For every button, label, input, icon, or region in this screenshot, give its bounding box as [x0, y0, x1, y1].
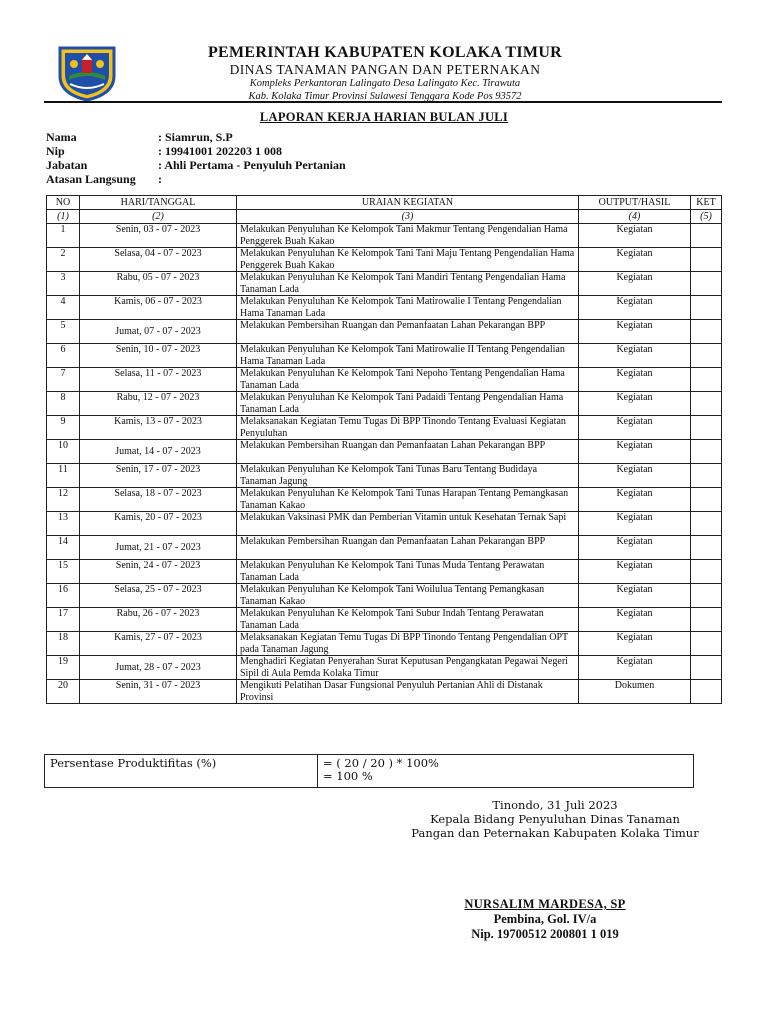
- table-row: [47, 320, 722, 344]
- row-output: Kegiatan: [579, 368, 691, 392]
- letterhead-address-1: Kompleks Perkantoran Lalingato Desa Lalingato Kec. Tirawuta: [249, 78, 521, 89]
- row-ket: [691, 536, 722, 560]
- row-output: Kegiatan: [579, 248, 691, 272]
- row-no: 6: [47, 344, 80, 368]
- row-output: Kegiatan: [579, 320, 691, 344]
- table-row: [47, 488, 722, 512]
- row-no: 9: [47, 416, 80, 440]
- letterhead-divider: [44, 101, 722, 103]
- table-row: [47, 416, 722, 440]
- row-output: Dokumen: [579, 680, 691, 704]
- table-row: [47, 392, 722, 416]
- report-title: LAPORAN KERJA HARIAN BULAN JULI: [259, 110, 509, 124]
- row-no: 3: [47, 272, 80, 296]
- row-output: Kegiatan: [579, 632, 691, 656]
- row-no: 11: [47, 464, 80, 488]
- row-ket: [691, 416, 722, 440]
- row-activity: Melakukan Penyuluhan Ke Kelompok Tani Tunas Baru Tentang Budidaya Tanaman Jagung: [237, 464, 579, 488]
- table-row: [47, 224, 722, 248]
- row-no: 20: [47, 680, 80, 704]
- col-header-activity: URAIAN KEGIATAN: [237, 196, 579, 210]
- row-output: Kegiatan: [579, 608, 691, 632]
- row-activity: Melakukan Pembersihan Ruangan dan Pemanfaatan Lahan Pekarangan BPP: [237, 440, 579, 464]
- table-row: [47, 560, 722, 584]
- row-date: Selasa, 25 - 07 - 2023: [80, 584, 237, 608]
- report-title-wrap: [0, 106, 768, 125]
- row-no: 18: [47, 632, 80, 656]
- signature-position-1: Kepala Bidang Penyuluhan Dinas Tanaman: [430, 812, 680, 826]
- row-activity: Melakukan Vaksinasi PMK dan Pemberian Vitamin untuk Kesehatan Ternak Sapi: [237, 512, 579, 536]
- signature-position-2: Pangan dan Peternakan Kabupaten Kolaka Timur: [411, 826, 699, 840]
- signature-block: [400, 798, 710, 840]
- row-date: Kamis, 06 - 07 - 2023: [80, 296, 237, 320]
- row-output: Kegiatan: [579, 416, 691, 440]
- row-activity: Melakukan Penyuluhan Ke Kelompok Tani Woilulua Tentang Pemangkasan Tanaman Kakao: [237, 584, 579, 608]
- row-ket: [691, 608, 722, 632]
- row-no: 17: [47, 608, 80, 632]
- row-no: 15: [47, 560, 80, 584]
- row-output: Kegiatan: [579, 584, 691, 608]
- row-activity: Melakukan Pembersihan Ruangan dan Pemanfaatan Lahan Pekarangan BPP: [237, 536, 579, 560]
- productivity-label: Persentase Produktifitas (%): [45, 755, 318, 788]
- row-output: Kegiatan: [579, 272, 691, 296]
- row-ket: [691, 344, 722, 368]
- row-date: Jumat, 28 - 07 - 2023: [80, 656, 237, 680]
- row-ket: [691, 368, 722, 392]
- col-header-ket: KET: [691, 196, 722, 210]
- row-activity: Melakukan Penyuluhan Ke Kelompok Tani Tunas Muda Tentang Perawatan Tanaman Lada: [237, 560, 579, 584]
- row-activity: Melakukan Pembersihan Ruangan dan Pemanfaatan Lahan Pekarangan BPP: [237, 320, 579, 344]
- table-row: [47, 368, 722, 392]
- row-ket: [691, 632, 722, 656]
- row-no: 1: [47, 224, 80, 248]
- col-header-output: OUTPUT/HASIL: [579, 196, 691, 210]
- row-date: Kamis, 20 - 07 - 2023: [80, 512, 237, 536]
- row-ket: [691, 440, 722, 464]
- row-ket: [691, 512, 722, 536]
- row-activity: Melakukan Penyuluhan Ke Kelompok Tani Mandiri Tentang Pengendalian Hama Tanaman Lada: [237, 272, 579, 296]
- row-activity: Menghadiri Kegiatan Penyerahan Surat Keputusan Pengangkatan Pegawai Negeri Sipil di Aula Pemda Kolaka Timur: [237, 656, 579, 680]
- row-date: Rabu, 12 - 07 - 2023: [80, 392, 237, 416]
- row-ket: [691, 320, 722, 344]
- row-date: Selasa, 04 - 07 - 2023: [80, 248, 237, 272]
- row-ket: [691, 272, 722, 296]
- info-row-nama: Nama : Siamrun, S.P: [46, 130, 233, 144]
- row-output: Kegiatan: [579, 296, 691, 320]
- row-ket: [691, 296, 722, 320]
- table-row: [47, 440, 722, 464]
- official-block: [440, 897, 650, 942]
- table-row: [47, 512, 722, 536]
- row-activity: Melakukan Penyuluhan Ke Kelompok Tani Makmur Tentang Pengendalian Hama Penggerek Buah Kakao: [237, 224, 579, 248]
- row-no: 10: [47, 440, 80, 464]
- row-date: Kamis, 13 - 07 - 2023: [80, 416, 237, 440]
- table-row: [47, 608, 722, 632]
- info-row-jabatan: Jabatan : Ahli Pertama - Penyuluh Pertanian: [46, 158, 346, 172]
- row-ket: [691, 392, 722, 416]
- table-index-row: (1) (2) (3) (4) (5): [47, 210, 722, 224]
- row-activity: Melaksanakan Kegiatan Temu Tugas Di BPP Tinondo Tentang Pengendalian OPT pada Tanaman Jagung: [237, 632, 579, 656]
- row-activity: Melakukan Penyuluhan Ke Kelompok Tani Tani Maju Tentang Pengendalian Hama Penggerek Buah Kakao: [237, 248, 579, 272]
- row-date: Senin, 10 - 07 - 2023: [80, 344, 237, 368]
- row-activity: Melakukan Penyuluhan Ke Kelompok Tani Padaidi Tentang Pengendalian Hama Tanaman Lada: [237, 392, 579, 416]
- productivity-formula: = ( 20 / 20 ) * 100%: [323, 756, 439, 770]
- row-no: 7: [47, 368, 80, 392]
- row-activity: Melakukan Penyuluhan Ke Kelompok Tani Matirowalie I Tentang Pengendalian Hama Tanaman Lada: [237, 296, 579, 320]
- row-no: 12: [47, 488, 80, 512]
- table-row: [47, 632, 722, 656]
- row-activity: Mengikuti Pelatihan Dasar Fungsional Penyuluh Pertanian Ahli di Distanak Provinsi: [237, 680, 579, 704]
- row-date: Kamis, 27 - 07 - 2023: [80, 632, 237, 656]
- col-header-date: HARI/TANGGAL: [80, 196, 237, 210]
- official-nip: Nip. 19700512 200801 1 019: [471, 927, 619, 941]
- row-date: Jumat, 21 - 07 - 2023: [80, 536, 237, 560]
- row-no: 14: [47, 536, 80, 560]
- row-output: Kegiatan: [579, 344, 691, 368]
- row-date: Senin, 03 - 07 - 2023: [80, 224, 237, 248]
- row-ket: [691, 248, 722, 272]
- table-row: [47, 536, 722, 560]
- row-activity: Melakukan Penyuluhan Ke Kelompok Tani Subur Indah Tentang Perawatan Tanaman Lada: [237, 608, 579, 632]
- row-no: 4: [47, 296, 80, 320]
- row-activity: Melaksanakan Kegiatan Temu Tugas Di BPP Tinondo Tentang Evaluasi Kegiatan Penyuluhan: [237, 416, 579, 440]
- info-row-nip: Nip : 19941001 202203 1 008: [46, 144, 282, 158]
- table-row: [47, 296, 722, 320]
- row-ket: [691, 680, 722, 704]
- row-output: Kegiatan: [579, 488, 691, 512]
- kolaka-timur-emblem: [56, 42, 118, 102]
- row-output: Kegiatan: [579, 224, 691, 248]
- row-ket: [691, 656, 722, 680]
- letterhead-agency: DINAS TANAMAN PANGAN DAN PETERNAKAN: [229, 62, 541, 77]
- row-no: 16: [47, 584, 80, 608]
- signature-place-date: Tinondo, 31 Juli 2023: [492, 798, 618, 812]
- info-row-atasan: Atasan Langsung :: [46, 172, 162, 186]
- table-row: [47, 344, 722, 368]
- productivity-calc: [318, 755, 694, 788]
- row-output: Kegiatan: [579, 464, 691, 488]
- row-date: Selasa, 11 - 07 - 2023: [80, 368, 237, 392]
- row-ket: [691, 488, 722, 512]
- table-row: [47, 464, 722, 488]
- row-ket: [691, 584, 722, 608]
- row-activity: Melakukan Penyuluhan Ke Kelompok Tani Nepoho Tentang Pengendalian Hama Tanaman Lada: [237, 368, 579, 392]
- row-no: 13: [47, 512, 80, 536]
- employee-info: [46, 130, 346, 186]
- row-activity: Melakukan Penyuluhan Ke Kelompok Tani Tunas Harapan Tentang Pemangkasan Tanaman Kakao: [237, 488, 579, 512]
- row-no: 19: [47, 656, 80, 680]
- row-date: Selasa, 18 - 07 - 2023: [80, 488, 237, 512]
- activity-table: [46, 195, 722, 704]
- row-output: Kegiatan: [579, 512, 691, 536]
- row-date: Senin, 24 - 07 - 2023: [80, 560, 237, 584]
- table-header-row: [47, 196, 722, 210]
- productivity-result: = 100 %: [323, 769, 373, 783]
- table-row: [47, 248, 722, 272]
- row-date: Rabu, 26 - 07 - 2023: [80, 608, 237, 632]
- row-output: Kegiatan: [579, 560, 691, 584]
- row-date: Jumat, 14 - 07 - 2023: [80, 440, 237, 464]
- row-ket: [691, 560, 722, 584]
- row-ket: [691, 464, 722, 488]
- table-row: [47, 680, 722, 704]
- official-name: NURSALIM MARDESA, SP: [464, 897, 626, 911]
- col-header-no: NO: [47, 196, 80, 210]
- row-output: Kegiatan: [579, 536, 691, 560]
- row-no: 2: [47, 248, 80, 272]
- official-rank: Pembina, Gol. IV/a: [493, 912, 597, 926]
- row-ket: [691, 224, 722, 248]
- letterhead-government: PEMERINTAH KABUPATEN KOLAKA TIMUR: [207, 44, 563, 61]
- row-date: Senin, 31 - 07 - 2023: [80, 680, 237, 704]
- row-no: 8: [47, 392, 80, 416]
- letterhead: [130, 44, 640, 103]
- row-activity: Melakukan Penyuluhan Ke Kelompok Tani Matirowalie II Tentang Pengendalian Hama Tanaman Lada: [237, 344, 579, 368]
- productivity-table: [44, 754, 694, 788]
- row-output: Kegiatan: [579, 440, 691, 464]
- table-row: [47, 272, 722, 296]
- table-row: [47, 656, 722, 680]
- row-output: Kegiatan: [579, 392, 691, 416]
- row-no: 5: [47, 320, 80, 344]
- row-date: Rabu, 05 - 07 - 2023: [80, 272, 237, 296]
- row-date: Jumat, 07 - 07 - 2023: [80, 320, 237, 344]
- letterhead-address-2: Kab. Kolaka Timur Provinsi Sulawesi Tenggara Kode Pos 93572: [248, 91, 522, 102]
- row-date: Senin, 17 - 07 - 2023: [80, 464, 237, 488]
- table-row: [47, 584, 722, 608]
- row-output: Kegiatan: [579, 656, 691, 680]
